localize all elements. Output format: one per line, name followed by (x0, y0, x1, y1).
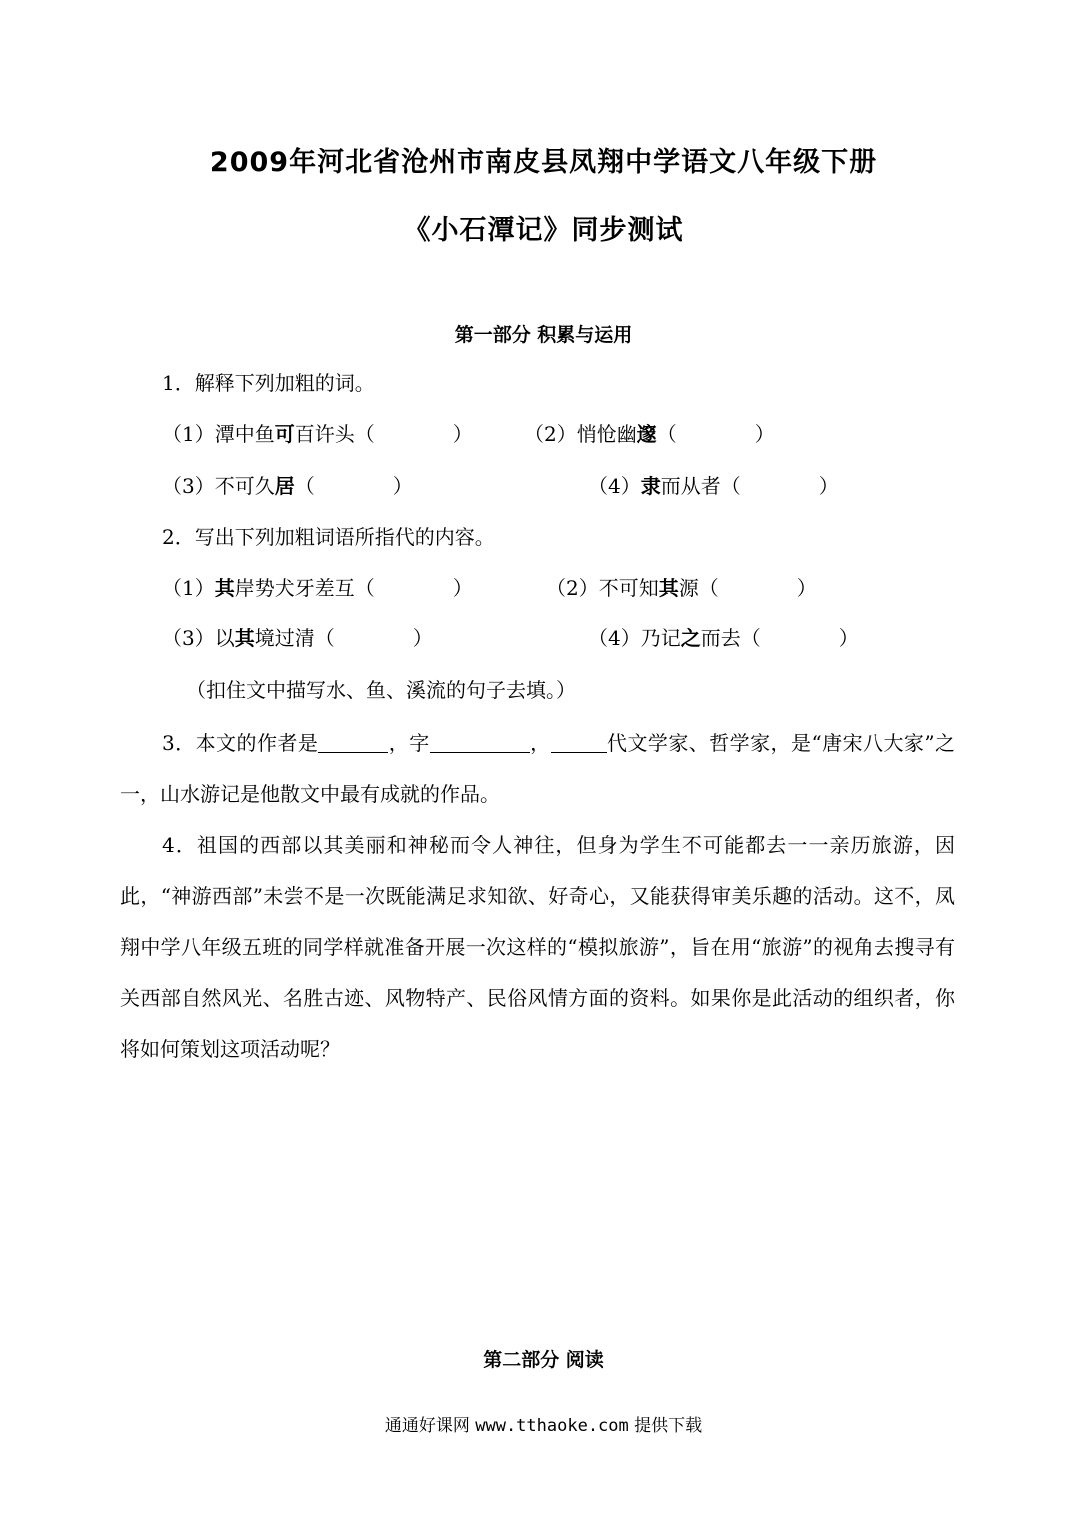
question-2-item-1: （1）其岸势犬牙差互（ ） (162, 576, 473, 600)
question-2-item-2: （2）不可知其源（ ） (546, 576, 817, 600)
page-title: 2009年河北省沧州市南皮县凤翔中学语文八年级下册 (209, 147, 878, 178)
page-footer (0, 1411, 1087, 1436)
question-2-item-4: （4）乃记之而去（ ） (588, 626, 859, 650)
question-2-prompt: 2．写出下列加粗词语所指代的内容。 (162, 525, 495, 549)
question-1-item-3: （3）不可久居（ ） (162, 474, 413, 498)
question-3: 3．本文的作者是 ，字 ， 代文学家、哲学家，是“唐宋八大家”之一，山水游记是他散文中最有成就的作品。 (120, 731, 956, 806)
dynasty-blank[interactable] (551, 732, 607, 753)
question-2-item-3: （3）以其境过清（ ） (162, 626, 433, 650)
courtesy-name-blank[interactable] (430, 732, 530, 753)
footer-url[interactable]: www.tthaoke.com (475, 1416, 629, 1436)
bold-word: 邃 (636, 422, 657, 446)
bold-word: 可 (274, 422, 295, 446)
author-blank[interactable] (318, 732, 388, 753)
bold-word: 其 (214, 576, 235, 600)
question-1-item-4: （4）隶而从者（ ） (588, 474, 839, 498)
question-1-prompt: 1．解释下列加粗的词。 (162, 371, 375, 395)
question-1-item-2: （2）悄怆幽邃（ ） (524, 422, 775, 446)
bold-word: 隶 (640, 474, 661, 498)
bold-word: 其 (658, 576, 679, 600)
question-2-hint: （扣住文中描写水、鱼、溪流的句子去填。） (186, 678, 576, 702)
bold-word: 之 (680, 626, 701, 650)
footer-suffix: 提供下载 (634, 1416, 703, 1436)
page-subtitle: 《小石潭记》同步测试 (403, 215, 684, 246)
question-1-item-1: （1）潭中鱼可百许头（ ） (162, 422, 473, 446)
question-4: 4．祖国的西部以其美丽和神秘而令人神往，但身为学生不可能都去一一亲历旅游，因此，“神游西部”未尝不是一次既能满足求知欲、好奇心，又能获得审美乐趣的活动。这不，凤翔中学八年级五班的同学样就准备开展一次这样的“模拟旅游”，旨在用“旅游”的视角去搜寻有关西部自然风光、名胜古迹、风物特产、民俗风情方面的资料。如果你是此活动的组织者，你将如何策划这项活动呢？ (120, 833, 955, 1061)
bold-word: 其 (234, 626, 255, 650)
footer-site-name: 通通好课网 (384, 1416, 470, 1436)
section-heading-part2: 第二部分 阅读 (483, 1349, 604, 1371)
section-heading-part1: 第一部分 积累与运用 (454, 324, 633, 346)
bold-word: 居 (274, 474, 295, 498)
